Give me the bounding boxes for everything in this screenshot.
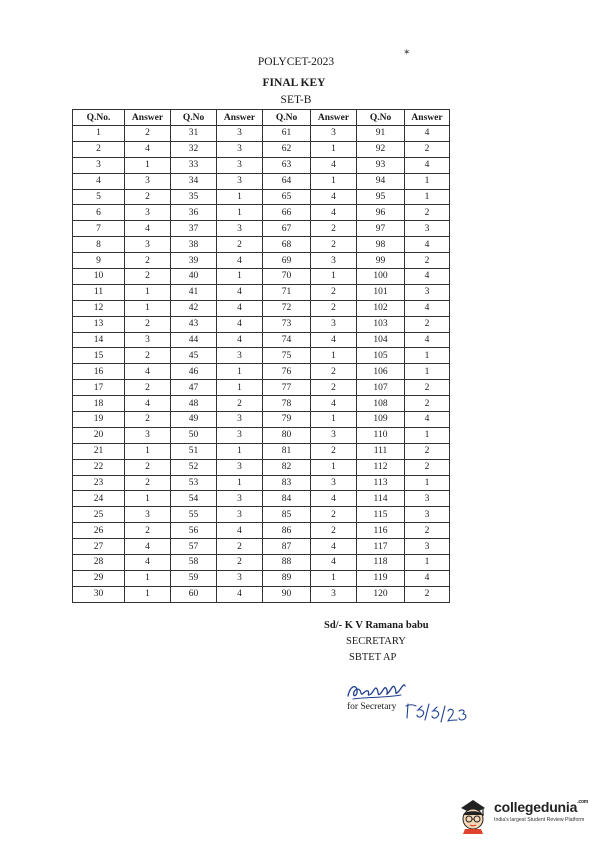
question-number-cell: 119 [357,570,405,586]
column-header: Q.No [263,110,311,126]
answer-cell: 4 [217,586,263,602]
column-header: Answer [311,110,357,126]
table-row [73,427,450,443]
question-number-cell: 47 [171,380,217,396]
table-row [73,221,450,237]
question-number-cell: 5 [73,189,125,205]
table-row [73,396,450,412]
table-row [73,253,450,269]
answer-cell: 1 [125,300,171,316]
question-number-cell: 81 [263,443,311,459]
answer-cell: 4 [311,539,357,555]
question-number-cell: 96 [357,205,405,221]
answer-key-table [72,109,450,603]
table-row [73,459,450,475]
question-number-cell: 103 [357,316,405,332]
question-number-cell: 97 [357,221,405,237]
answer-cell: 1 [217,364,263,380]
answer-cell: 4 [405,570,450,586]
question-number-cell: 109 [357,412,405,428]
table-row [73,205,450,221]
mascot-logo-icon [455,796,491,834]
table-row [73,126,450,142]
answer-cell: 2 [217,539,263,555]
column-header: Answer [217,110,263,126]
answer-cell: 4 [405,126,450,142]
answer-cell: 4 [217,253,263,269]
question-number-cell: 99 [357,253,405,269]
question-number-cell: 80 [263,427,311,443]
answer-cell: 1 [217,475,263,491]
question-number-cell: 91 [357,126,405,142]
table-row [73,173,450,189]
question-number-cell: 102 [357,300,405,316]
question-number-cell: 94 [357,173,405,189]
question-number-cell: 56 [171,523,217,539]
table-row [73,586,450,602]
signatory-designation: SECRETARY [346,636,406,647]
answer-cell: 1 [311,348,357,364]
scan-mark: ✶ [403,47,411,57]
answer-cell: 4 [217,523,263,539]
answer-cell: 1 [125,157,171,173]
question-number-cell: 58 [171,555,217,571]
exam-title: POLYCET-2023 [257,56,335,68]
question-number-cell: 106 [357,364,405,380]
table-row [73,412,450,428]
question-number-cell: 33 [171,157,217,173]
table-row [73,269,450,285]
question-number-cell: 32 [171,141,217,157]
question-number-cell: 66 [263,205,311,221]
table-row [73,475,450,491]
answer-cell: 2 [405,443,450,459]
question-number-cell: 16 [73,364,125,380]
question-number-cell: 93 [357,157,405,173]
answer-cell: 3 [217,348,263,364]
answer-cell: 2 [125,380,171,396]
question-number-cell: 46 [171,364,217,380]
question-number-cell: 57 [171,539,217,555]
question-number-cell: 42 [171,300,217,316]
question-number-cell: 70 [263,269,311,285]
answer-cell: 3 [217,126,263,142]
answer-cell: 1 [405,348,450,364]
question-number-cell: 9 [73,253,125,269]
question-number-cell: 13 [73,316,125,332]
answer-cell: 3 [217,570,263,586]
question-number-cell: 104 [357,332,405,348]
table-row [73,189,450,205]
handwritten-signature [344,680,410,704]
answer-cell: 1 [311,269,357,285]
question-number-cell: 52 [171,459,217,475]
question-number-cell: 50 [171,427,217,443]
question-number-cell: 31 [171,126,217,142]
answer-cell: 2 [405,205,450,221]
question-number-cell: 15 [73,348,125,364]
answer-cell: 2 [125,189,171,205]
question-number-cell: 12 [73,300,125,316]
answer-cell: 4 [311,157,357,173]
answer-cell: 3 [217,157,263,173]
document-title: FINAL KEY [262,77,326,89]
answer-cell: 3 [311,253,357,269]
question-number-cell: 4 [73,173,125,189]
question-number-cell: 61 [263,126,311,142]
question-number-cell: 86 [263,523,311,539]
question-number-cell: 34 [171,173,217,189]
answer-cell: 1 [125,284,171,300]
question-number-cell: 72 [263,300,311,316]
answer-cell: 2 [125,475,171,491]
answer-cell: 3 [217,412,263,428]
answer-cell: 2 [125,523,171,539]
answer-cell: 4 [311,396,357,412]
answer-cell: 4 [125,396,171,412]
answer-cell: 4 [217,316,263,332]
question-number-cell: 2 [73,141,125,157]
question-number-cell: 6 [73,205,125,221]
answer-cell: 3 [125,173,171,189]
question-number-cell: 11 [73,284,125,300]
question-number-cell: 69 [263,253,311,269]
question-number-cell: 30 [73,586,125,602]
table-row [73,443,450,459]
table-row [73,348,450,364]
question-number-cell: 18 [73,396,125,412]
answer-cell: 3 [125,332,171,348]
question-number-cell: 90 [263,586,311,602]
answer-cell: 2 [125,316,171,332]
answer-cell: 2 [311,300,357,316]
table-row [73,380,450,396]
question-number-cell: 17 [73,380,125,396]
answer-cell: 4 [125,141,171,157]
answer-cell: 3 [125,205,171,221]
answer-cell: 1 [405,475,450,491]
question-number-cell: 79 [263,412,311,428]
question-number-cell: 87 [263,539,311,555]
answer-cell: 3 [405,507,450,523]
answer-cell: 3 [125,507,171,523]
question-number-cell: 44 [171,332,217,348]
answer-cell: 2 [125,348,171,364]
question-number-cell: 21 [73,443,125,459]
answer-cell: 2 [405,586,450,602]
column-header: Q.No [171,110,217,126]
question-number-cell: 83 [263,475,311,491]
answer-cell: 1 [217,380,263,396]
question-number-cell: 95 [357,189,405,205]
answer-cell: 1 [125,443,171,459]
question-number-cell: 64 [263,173,311,189]
question-number-cell: 107 [357,380,405,396]
question-number-cell: 101 [357,284,405,300]
question-number-cell: 45 [171,348,217,364]
question-number-cell: 116 [357,523,405,539]
answer-cell: 1 [125,491,171,507]
answer-cell: 4 [125,364,171,380]
answer-cell: 3 [217,491,263,507]
question-number-cell: 28 [73,555,125,571]
answer-cell: 4 [125,555,171,571]
table-row [73,523,450,539]
answer-cell: 3 [405,539,450,555]
question-number-cell: 23 [73,475,125,491]
table-row [73,237,450,253]
answer-cell: 2 [405,523,450,539]
answer-cell: 1 [311,141,357,157]
question-number-cell: 14 [73,332,125,348]
question-number-cell: 43 [171,316,217,332]
answer-cell: 4 [125,539,171,555]
answer-cell: 2 [311,284,357,300]
answer-cell: 3 [311,126,357,142]
answer-cell: 4 [311,555,357,571]
answer-cell: 1 [405,173,450,189]
answer-cell: 2 [125,253,171,269]
answer-cell: 2 [311,237,357,253]
question-number-cell: 7 [73,221,125,237]
answer-cell: 1 [125,586,171,602]
answer-cell: 2 [311,523,357,539]
question-number-cell: 8 [73,237,125,253]
question-number-cell: 48 [171,396,217,412]
for-secretary-label: for Secretary [347,702,397,712]
answer-cell: 4 [405,332,450,348]
question-number-cell: 82 [263,459,311,475]
question-number-cell: 59 [171,570,217,586]
answer-cell: 4 [405,300,450,316]
question-number-cell: 118 [357,555,405,571]
answer-cell: 4 [405,157,450,173]
answer-cell: 2 [311,380,357,396]
handwritten-date [404,698,474,728]
question-number-cell: 35 [171,189,217,205]
question-number-cell: 3 [73,157,125,173]
question-number-cell: 19 [73,412,125,428]
question-number-cell: 54 [171,491,217,507]
answer-cell: 2 [405,141,450,157]
answer-cell: 1 [311,570,357,586]
question-number-cell: 71 [263,284,311,300]
question-number-cell: 92 [357,141,405,157]
answer-cell: 2 [125,126,171,142]
question-number-cell: 60 [171,586,217,602]
answer-cell: 3 [217,173,263,189]
question-number-cell: 88 [263,555,311,571]
question-number-cell: 38 [171,237,217,253]
answer-cell: 2 [405,316,450,332]
question-number-cell: 113 [357,475,405,491]
answer-cell: 4 [405,412,450,428]
question-number-cell: 84 [263,491,311,507]
question-number-cell: 55 [171,507,217,523]
answer-cell: 1 [125,570,171,586]
answer-cell: 3 [217,507,263,523]
question-number-cell: 117 [357,539,405,555]
question-number-cell: 39 [171,253,217,269]
answer-cell: 3 [311,475,357,491]
answer-cell: 3 [311,316,357,332]
set-label: SET-B [280,94,312,106]
answer-cell: 1 [311,459,357,475]
answer-cell: 1 [311,412,357,428]
answer-cell: 2 [125,412,171,428]
answer-cell: 3 [405,284,450,300]
brand-name: collegedunia$^{.com}$ [494,799,589,815]
answer-cell: 1 [217,189,263,205]
answer-cell: 2 [311,443,357,459]
table-row [73,300,450,316]
question-number-cell: 29 [73,570,125,586]
question-number-cell: 24 [73,491,125,507]
question-number-cell: 63 [263,157,311,173]
question-number-cell: 108 [357,396,405,412]
answer-cell: 1 [217,205,263,221]
question-number-cell: 78 [263,396,311,412]
table-row [73,570,450,586]
question-number-cell: 89 [263,570,311,586]
signatory-name: Sd/- K V Ramana babu [324,620,429,631]
answer-cell: 4 [311,332,357,348]
answer-cell: 1 [405,189,450,205]
question-number-cell: 22 [73,459,125,475]
question-number-cell: 115 [357,507,405,523]
answer-cell: 3 [125,427,171,443]
question-number-cell: 67 [263,221,311,237]
answer-cell: 1 [311,173,357,189]
answer-cell: 3 [311,427,357,443]
answer-cell: 3 [217,141,263,157]
column-header: Q.No. [73,110,125,126]
answer-cell: 1 [405,364,450,380]
answer-key-body [73,126,450,603]
question-number-cell: 37 [171,221,217,237]
answer-cell: 2 [405,396,450,412]
table-row [73,157,450,173]
table-row [73,141,450,157]
answer-cell: 2 [125,459,171,475]
answer-cell: 4 [217,332,263,348]
table-row [73,284,450,300]
answer-cell: 4 [217,300,263,316]
question-number-cell: 75 [263,348,311,364]
answer-cell: 3 [405,491,450,507]
answer-cell: 4 [311,491,357,507]
answer-cell: 2 [217,555,263,571]
question-number-cell: 111 [357,443,405,459]
signatory-organisation: SBTET AP [349,652,397,663]
answer-cell: 2 [311,221,357,237]
question-number-cell: 20 [73,427,125,443]
question-number-cell: 25 [73,507,125,523]
answer-cell: 2 [311,507,357,523]
table-row [73,539,450,555]
answer-cell: 2 [405,380,450,396]
question-number-cell: 36 [171,205,217,221]
column-header: Answer [405,110,450,126]
question-number-cell: 26 [73,523,125,539]
table-row [73,332,450,348]
question-number-cell: 65 [263,189,311,205]
question-number-cell: 41 [171,284,217,300]
answer-cell: 1 [217,269,263,285]
question-number-cell: 74 [263,332,311,348]
question-number-cell: 98 [357,237,405,253]
question-number-cell: 110 [357,427,405,443]
question-number-cell: 112 [357,459,405,475]
table-row [73,507,450,523]
column-header: Q.No [357,110,405,126]
question-number-cell: 114 [357,491,405,507]
answer-cell: 3 [217,459,263,475]
answer-cell: 2 [217,237,263,253]
table-header-row [73,110,450,126]
brand-tagline: India's largest Student Review Platform [494,817,585,823]
answer-cell: 3 [311,586,357,602]
answer-cell: 1 [405,427,450,443]
answer-cell: 4 [125,221,171,237]
question-number-cell: 51 [171,443,217,459]
question-number-cell: 49 [171,412,217,428]
question-number-cell: 10 [73,269,125,285]
answer-cell: 1 [405,555,450,571]
answer-cell: 3 [405,221,450,237]
answer-cell: 3 [217,427,263,443]
question-number-cell: 76 [263,364,311,380]
answer-cell: 2 [405,459,450,475]
answer-cell: 1 [217,443,263,459]
answer-cell: 2 [125,269,171,285]
question-number-cell: 27 [73,539,125,555]
answer-cell: 4 [311,205,357,221]
question-number-cell: 85 [263,507,311,523]
question-number-cell: 73 [263,316,311,332]
answer-cell: 4 [405,269,450,285]
question-number-cell: 120 [357,586,405,602]
question-number-cell: 40 [171,269,217,285]
question-number-cell: 100 [357,269,405,285]
answer-cell: 2 [217,396,263,412]
table-row [73,364,450,380]
question-number-cell: 53 [171,475,217,491]
table-row [73,316,450,332]
answer-cell: 4 [217,284,263,300]
question-number-cell: 62 [263,141,311,157]
question-number-cell: 1 [73,126,125,142]
column-header: Answer [125,110,171,126]
collegedunia-watermark [455,796,591,834]
question-number-cell: 68 [263,237,311,253]
answer-cell: 4 [405,237,450,253]
answer-cell: 3 [125,237,171,253]
answer-cell: 4 [311,189,357,205]
table-row [73,491,450,507]
question-number-cell: 77 [263,380,311,396]
answer-cell: 2 [311,364,357,380]
answer-cell: 2 [405,253,450,269]
table-row [73,555,450,571]
question-number-cell: 105 [357,348,405,364]
answer-cell: 3 [217,221,263,237]
